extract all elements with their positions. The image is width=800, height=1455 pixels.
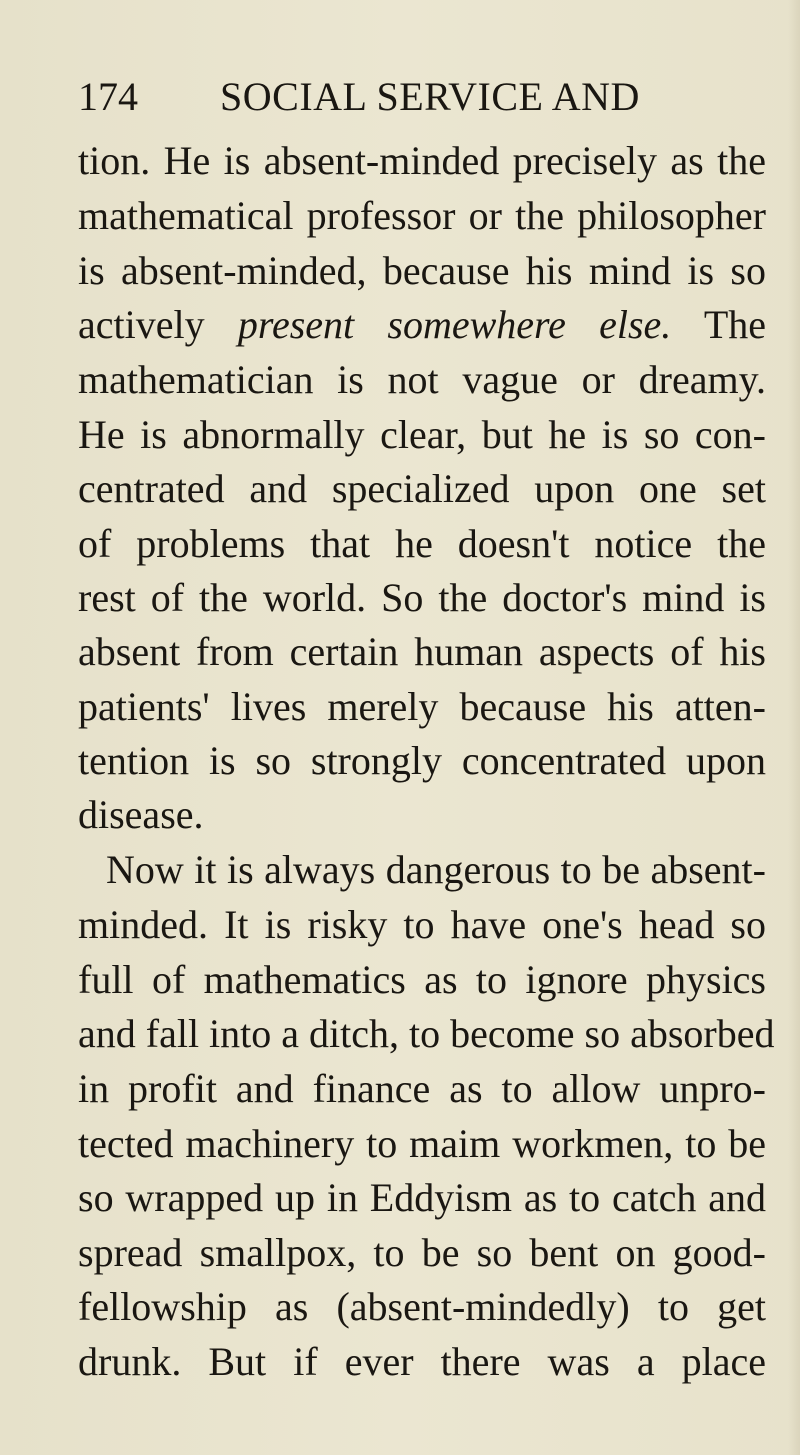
- text-line: drunk. But if ever there was a place: [78, 1339, 766, 1384]
- text-line: patients' lives merely because his atten-: [78, 684, 766, 729]
- paragraph-last-line: disease.: [78, 792, 204, 837]
- paragraph-first-line: Now it is always dangerous to be absent-: [106, 847, 766, 892]
- text-line: centrated and specialized upon one set: [78, 466, 766, 511]
- text-line: spread smallpox, to be so bent on good-: [78, 1230, 766, 1275]
- text-line: mathematical professor or the philosopher: [78, 193, 766, 238]
- running-head: SOCIAL SERVICE AND: [220, 74, 640, 119]
- page-number: 174: [78, 74, 138, 119]
- text-line: so wrapped up in Eddyism as to catch and: [78, 1175, 766, 1220]
- page-edge-shadow: [788, 0, 800, 1455]
- text-line: [78, 299, 766, 351]
- text-line: absent from certain human aspects of his: [78, 629, 766, 674]
- text-line: tion. He is absent-minded precisely as the: [78, 138, 766, 183]
- text-line: minded. It is risky to have one's head so: [78, 902, 766, 947]
- text-line: tention is so strongly concentrated upon: [78, 738, 766, 783]
- text-segment: actively: [78, 302, 238, 347]
- text-line: tected machinery to maim workmen, to be: [78, 1121, 766, 1166]
- text-line: is absent-minded, because his mind is so: [78, 248, 766, 293]
- text-line: He is abnormally clear, but he is so con-: [78, 412, 766, 457]
- page-header: [78, 72, 728, 122]
- text-line: mathematician is not vague or dreamy.: [78, 357, 766, 402]
- italic-text: present somewhere else.: [237, 302, 672, 347]
- text-line: full of mathematics as to ignore physics: [78, 957, 766, 1002]
- text-line: in profit and finance as to allow unpro-: [78, 1066, 766, 1111]
- text-segment: The: [671, 302, 767, 347]
- text-line: rest of the world. So the doctor's mind is: [78, 575, 766, 620]
- text-line: fellowship as (absent-mindedly) to get: [78, 1284, 766, 1329]
- text-line: and fall into a ditch, to become so absorbed: [78, 1011, 775, 1056]
- text-line: of problems that he doesn't notice the: [78, 521, 766, 566]
